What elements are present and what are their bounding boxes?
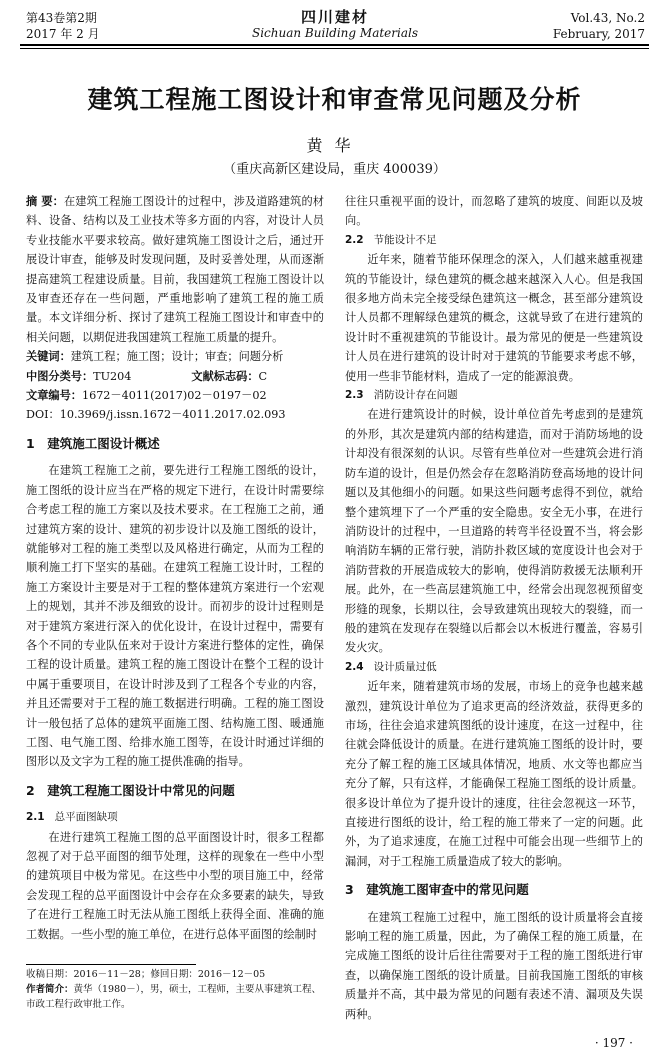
subsection-2-2-title: 节能设计不足	[373, 233, 437, 246]
subsection-2-4-heading	[345, 658, 643, 677]
abstract-text: 在建筑工程施工图设计的过程中，涉及道路建筑的材料、设备、结构以及工业技术等多方面的内容，对设计人员专业技能水平要求较高。做好建筑施工图设计之后，通过开展设计审查，能够及时发现问题，及时妥善处理，从而逐渐提高建筑工程建设质量。目前，我国建筑工程施工图设计以及审查还存在一些问题，严重地影响了建筑工程的施工质量。本文详细分析、探讨了建筑工程施工图设计和审查中的相关问题，以期促进我国建筑工程施工质量的提升。	[26, 195, 324, 344]
header-volume-cn	[26, 10, 100, 42]
right-column	[345, 192, 643, 1024]
section-1-paragraph: 在建筑工程施工之前，要先进行工程施工图纸的设计，施工图纸的设计应当在严格的规定下进行，在设计时需要综合考虑工程的施工方案以及技术要求。在工程施工之前，通过建筑方案的设计、建筑的初步设计以及施工图纸的设计，就能够对工程的施工类型以及风格进行确定，从而为工程的顺利施工打下坚实的基础。在建筑工程施工设计时，工程的施工方案设计主要是对于工程的整体建筑方案进行一个宏观上的规划，其并不涉及细致的设计。而初步的设计过程则是对于建筑方案进行深入的优化设计，在设计过程中，需要有各个不同的专业队伍来对于设计方案进行整体的定性，确保工程的设计质量。建筑工程的施工图设计在整个工程的设计中属于重要项目，在设计时涉及到了工程各个专业的内容，并且还需要对于工程的施工数据进行明确。工程的施工图设计一般包括了总体的建筑平面施工图、结构施工图、暖通施工图、电气施工图、给排水施工图等，在设计时通过详细的图形以及文字为工程的施工提供准确的指导。	[26, 464, 324, 769]
subsection-2-4-paragraph: 近年来，随着建筑市场的发展，市场上的竞争也越来越激烈，建筑设计单位为了追求更高的经济效益，获得更多的市场，往往会追求建筑图纸的设计速度，在这一过程中，往往就会降低设计的质量。在进行建筑施工图纸的设计时，要充分了解工程的施工区域具体情况，地质、水文等也都应当充分了解，只有这样，才能确保工程施工图纸的设计质量。很多设计单位为了提升设计的速度，往往会忽视这一环节，直接进行图纸的设计，给工程的施工带来了一定的问题。此外，为了追求速度，在施工过程中可能会出现一些细节上的漏洞，对于工程施工质量造成了较大的影响。	[345, 680, 643, 868]
subsection-2-3-paragraph: 在进行建筑设计的时候，设计单位首先考虑到的是建筑的外形，其次是建筑内部的结构建造，而对于消防场地的设计却没有很深刻的认识。尽管有些单位对一些建筑会进行消防车道的设计，但是仍然会存在忽略消防登高场地的设计问题以及其他细小的问题。如果这些问题考虑得不到位，就给整个建筑埋下了一个严重的安全隐患。安全无小事，在进行消防设计的过程中，一旦道路的转弯半径设置不当，将会影响消防车辆的正常行驶，消防扑救区域的宽度设计也会对于消防营救的开展造成较大的影响，使得消防救援无法顺利开展。此外，在一些高层建筑施工中，经常会出现忽视预留变形缝的现象，长期以往，会导致建筑出现较大的裂缝，而一般的建筑在发现存在裂缝以后都会以木板进行覆盖，容易引发火灾。	[345, 408, 643, 655]
footnote-author-label: 作者简介：	[26, 984, 74, 995]
article-number-label: 文章编号：	[26, 389, 82, 403]
article-number-value: 1672－4011(2017)02－0197－02	[81, 389, 267, 403]
subsection-2-3-heading	[345, 386, 643, 405]
volume-issue-en: Vol.43, No.2	[570, 11, 645, 25]
journal-name-en: Sichuan Building Materials	[252, 26, 418, 40]
subsection-2-1-heading	[26, 808, 324, 827]
section-3-paragraph: 在建筑工程施工过程中，施工图纸的设计质量将会直接影响工程的施工质量，因此，为了确保工程的施工质量，在完成施工图纸的设计后往往需要对于工程的施工图纸进行审查，以确保施工图纸的设计质量。目前我国施工图纸的审核质量并不高，其中最为常见的问题有表述不清、漏项及失误两种。	[345, 910, 643, 1021]
header-rule-thin	[20, 48, 649, 49]
subsection-2-3-number: 2.3	[345, 389, 364, 402]
subsection-2-1-title: 总平面图缺项	[54, 811, 118, 824]
footnote-author-info: 黄华（1980－），男，硕士，工程师，主要从事建筑工程、市政工程行政审批工作。	[26, 984, 321, 1010]
page-number: · 197 ·	[594, 1036, 633, 1050]
subsection-2-1-paragraph: 在进行建筑工程施工图的总平面图设计时，很多工程都忽视了对于总平面图的细节处理，这样的现象在一些中小型的建筑项目中极为常见。在这些中小型的项目施工中，经常会发现工程的总平面图设计中会存在众多要素的缺失，导致了在进行工程施工时无法从施工图纸上获得全面、准确的施工数据。一些小型的施工单位，在进行总体平面图的绘制时	[26, 830, 324, 941]
header-volume-en	[553, 10, 645, 42]
subsection-2-2-heading	[345, 231, 643, 250]
journal-masthead	[220, 8, 450, 40]
subsection-2-3-title: 消防设计存在问题	[373, 389, 458, 402]
author-name: 黄华	[306, 136, 363, 155]
subsection-2-2-paragraph: 近年来，随着节能环保理念的深入，人们越来越重视建筑的节能设计，绿色建筑的概念越来越深入人心。但是我国很多地方尚未完全接受绿色建筑这一概念，甚至部分建筑设计人员都不理解绿色建筑的概念，这就导致了在进行建筑的设计时不重视建筑的节能设计。最为常见的便是一些建筑设计人员在进行建筑的设计时对于建筑的节能要求考虑不够，使用一些非节能材料，造成了一定的能源浪费。	[345, 253, 643, 383]
footnote	[26, 967, 326, 1012]
abstract	[26, 192, 324, 347]
abstract-label: 摘 要：	[26, 195, 64, 208]
left-column	[26, 192, 324, 944]
subsection-2-4-number: 2.4	[345, 660, 364, 673]
classification	[26, 367, 324, 386]
section-2-heading: 2 建筑工程施工图设计中常见的问题	[26, 782, 235, 798]
article-title: 建筑工程施工图设计和审查常见问题及分析	[87, 85, 582, 114]
header-rule	[20, 44, 649, 46]
clc-label: 中图分类号：	[26, 369, 94, 383]
keywords-label: 关键词：	[26, 350, 71, 364]
volume-issue-cn: 第43卷第2期	[26, 11, 97, 25]
doc-code-label: 文献标志码：	[191, 369, 259, 383]
journal-logo: 四川建材	[300, 8, 369, 26]
section-1-heading: 1 建筑施工图设计概述	[26, 435, 160, 451]
article-number	[26, 386, 324, 405]
footnote-rule	[26, 964, 196, 965]
section-3-heading: 3 建筑施工图审查中的常见问题	[345, 882, 529, 898]
subsection-2-1-continuation: 往往只重视平面的设计，而忽略了建筑的坡度、间距以及坡向。	[345, 195, 643, 228]
clc-value: TU204	[93, 369, 132, 383]
subsection-2-4-title: 设计质量过低	[373, 660, 437, 673]
doi-label: DOI：	[26, 408, 60, 422]
date-en: February, 2017	[552, 27, 645, 41]
subsection-2-2-number: 2.2	[345, 233, 364, 246]
footnote-author	[26, 982, 326, 1012]
author-affiliation: （重庆高新区建设局，重庆 400039）	[223, 162, 446, 177]
keywords-text: 建筑工程；施工图；设计；审查；问题分析	[70, 350, 284, 364]
subsection-2-1-number: 2.1	[26, 811, 45, 824]
keywords	[26, 347, 324, 366]
doi	[26, 405, 324, 424]
footnote-dates: 收稿日期：2016－11－28；修回日期：2016－12－05	[26, 969, 266, 980]
date-cn: 2017 年 2 月	[26, 27, 100, 41]
doc-code-value: C	[258, 369, 268, 383]
doi-value: 10.3969/j.issn.1672－4011.2017.02.093	[59, 408, 286, 422]
